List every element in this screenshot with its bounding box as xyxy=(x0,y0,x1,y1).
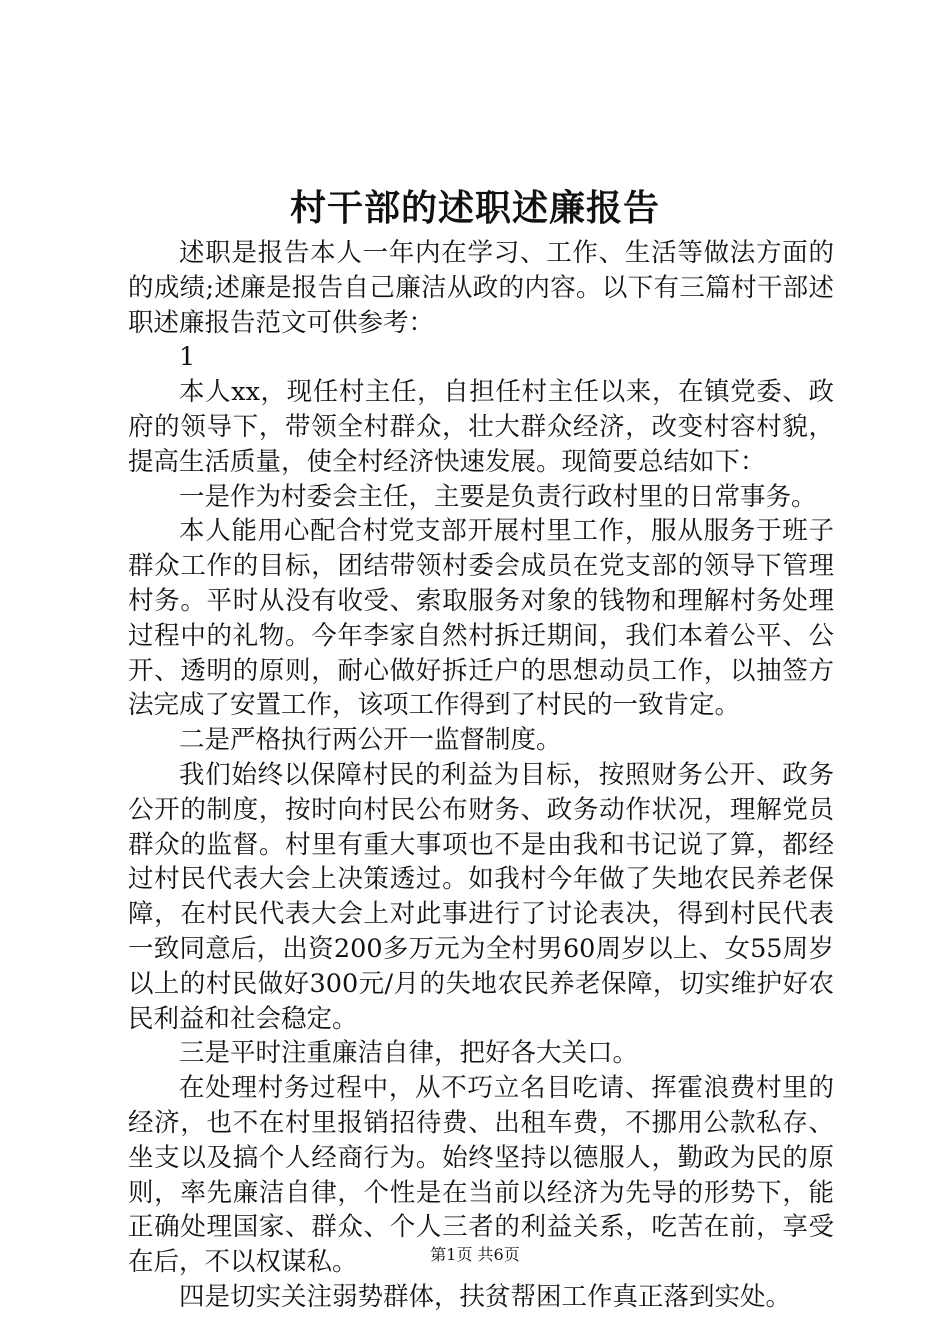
page-footer: 第1页 共6页 xyxy=(430,1245,520,1264)
document-title: 村干部的述职述廉报告 xyxy=(289,187,660,229)
paragraph-body-3: 在处理村务过程中，从不巧立名目吃请、挥霍浪费村里的经济，也不在村里报销招待费、出租车费，不挪用公款私存、坐支以及搞个人经商行为。始终坚持以德服人，勤政为民的原则，率先廉洁自律，个性是在当前以经济为先导的形势下，能正确处理国家、群众、个人三者的利益关系，吃苦在前，享受在后，不以权谋私。 xyxy=(128,1073,834,1278)
paragraph-self-intro: 本人xx，现任村主任，自担任村主任以来，在镇党委、政府的领导下，带领全村群众，壮大群众经济，改变村容村貌，提高生活质量，使全村经济快速发展。现简要总结如下： xyxy=(128,377,834,477)
paragraph-body-1: 本人能用心配合村党支部开展村里工作，服从服务于班子群众工作的目标，团结带领村委会成员在党支部的领导下管理村务。平时从没有收受、索取服务对象的钱物和理解村务处理过程中的礼物。今年李家自然村拆迁期间，我们本着公平、公开、透明的原则，耐心做好拆迁户的思想动员工作，以抽签方法完成了安置工作，该项工作得到了村民的一致肯定。 xyxy=(128,516,834,721)
paragraph-heading-4: 四是切实关注弱势群体，扶贫帮困工作真正落到实处。 xyxy=(179,1281,792,1312)
paragraph-heading-3: 三是平时注重廉洁自律，把好各大关口。 xyxy=(179,1038,639,1069)
paragraph-intro: 述职是报告本人一年内在学习、工作、生活等做法方面的的成绩;述廉是报告自己廉洁从政的内容。以下有三篇村干部述职述廉报告范文可供参考： xyxy=(128,238,834,338)
document-body xyxy=(128,236,834,1315)
paragraph-body-2: 我们始终以保障村民的利益为目标，按照财务公开、政务公开的制度，按时向村民公布财务、政务动作状况，理解党员群众的监督。村里有重大事项也不是由我和书记说了算，都经过村民代表大会上决策透过。如我村今年做了失地农民养老保障，在村民代表大会上对此事进行了讨论表决，得到村民代表一致同意后，出资200多万元为全村男60周岁以上、女55周岁以上的村民做好300元/月的失地农民养老保障，切实维护好农民利益和社会稳定。 xyxy=(128,759,834,1034)
paragraph-heading-2: 二是严格执行两公开一监督制度。 xyxy=(179,725,562,756)
paragraph-heading-1: 一是作为村委会主任，主要是负责行政村里的日常事务。 xyxy=(179,481,817,512)
section-number: 1 xyxy=(179,342,196,373)
